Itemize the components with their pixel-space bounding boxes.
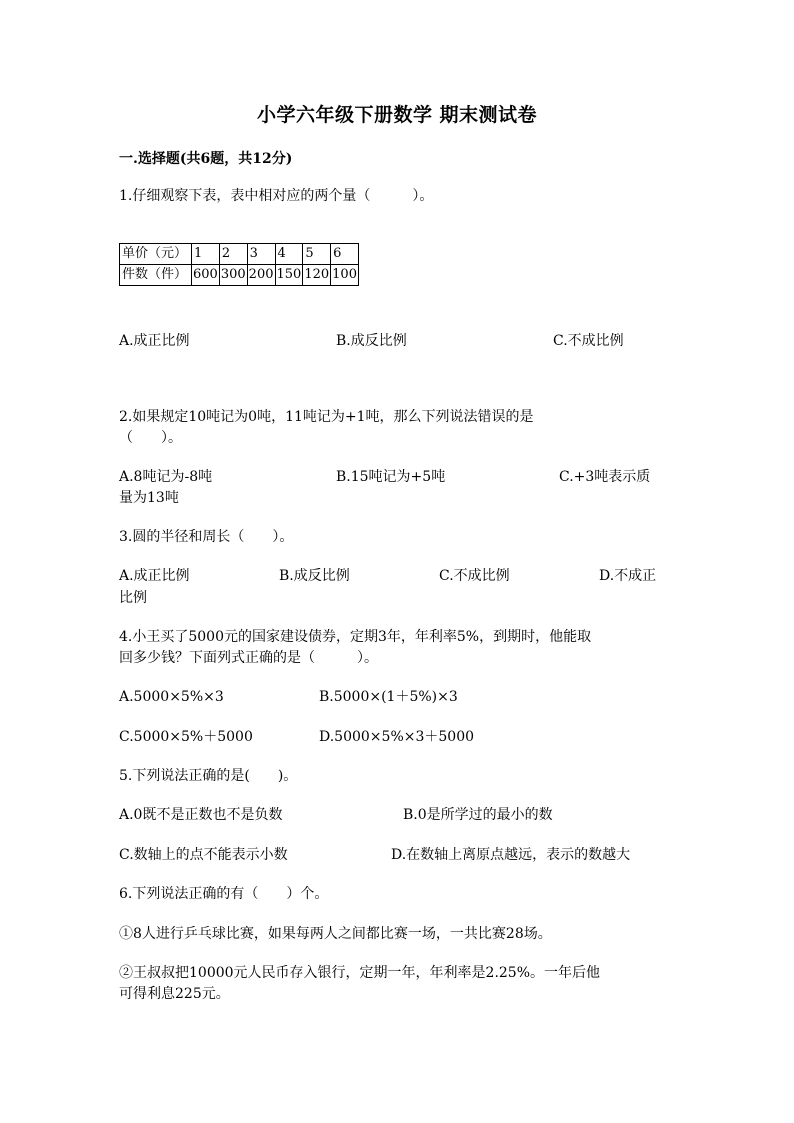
question-2-text-line2: （ ）。 [119,430,182,446]
table-cell: 1 [192,244,220,265]
table-cell: 150 [275,265,303,286]
q4-option-b[interactable]: B.5000×(1＋5%)×3 [319,689,458,705]
table-cell: 5 [303,244,331,265]
q4-option-d[interactable]: D.5000×5%×3＋5000 [319,729,475,745]
question-3-text: 3.圆的半径和周长（ ）。 [119,529,294,545]
q3-option-d-wrap: 比例 [119,590,147,606]
table-cell: 600 [192,265,220,286]
q3-option-c[interactable]: C.不成比例 [439,568,510,584]
table-row [120,244,359,265]
q2-option-b[interactable]: B.15吨记为+5吨 [336,469,446,485]
q5-option-b[interactable]: B.0是所学过的最小的数 [403,807,553,823]
q6-statement-1: ①8人进行乒乓球比赛，如果每两人之间都比赛一场，一共比赛28场。 [119,926,552,942]
table-cell: 3 [247,244,275,265]
question-4-text-line2: 回多少钱？下面列式正确的是（ ）。 [119,650,378,666]
table-row [120,265,359,286]
table-row-label-quantity: 件数（件） [120,265,192,286]
q4-option-c[interactable]: C.5000×5%＋5000 [119,729,253,745]
q4-option-a[interactable]: A.5000×5%×3 [119,689,224,705]
page-title: 小学六年级下册数学 期末测试卷 [256,104,538,126]
question-4-text-line1: 4.小王买了5000元的国家建设债券，定期3年，年利率5%，到期时，他能取 [119,629,592,645]
q1-option-a[interactable]: A.成正比例 [119,333,190,349]
q2-option-c-wrap: 量为13吨 [119,490,179,506]
question-6-text: 6.下列说法正确的有（ ）个。 [119,886,329,902]
table-cell: 4 [275,244,303,265]
q5-option-a[interactable]: A.0既不是正数也不是负数 [119,807,283,823]
table-cell: 300 [219,265,247,286]
q1-option-c[interactable]: C.不成比例 [553,333,624,349]
q1-option-b[interactable]: B.成反比例 [336,333,407,349]
q2-option-c[interactable]: C.+3吨表示质 [559,469,651,485]
q5-option-c[interactable]: C.数轴上的点不能表示小数 [119,847,288,863]
q5-option-d[interactable]: D.在数轴上离原点越远，表示的数越大 [391,847,631,863]
table-row-label-price: 单价（元） [120,244,192,265]
question-2-text-line1: 2.如果规定10吨记为0吨，11吨记为+1吨，那么下列说法错误的是 [119,409,534,425]
q6-statement-2-line1: ②王叔叔把10000元人民币存入银行，定期一年，年利率是2.25%。一年后他 [119,965,601,981]
table-cell: 6 [331,244,359,265]
q2-option-a[interactable]: A.8吨记为-8吨 [119,469,213,485]
section-heading: 一.选择题(共6题，共12分) [119,151,293,167]
q3-option-b[interactable]: B.成反比例 [279,568,350,584]
q3-option-a[interactable]: A.成正比例 [119,568,190,584]
table-cell: 2 [219,244,247,265]
q3-option-d[interactable]: D.不成正 [599,568,657,584]
table-cell: 120 [303,265,331,286]
table-cell: 200 [247,265,275,286]
table-cell: 100 [331,265,359,286]
q6-statement-2-line2: 可得利息225元。 [119,986,230,1002]
price-quantity-table [119,243,359,286]
question-1-text: 1.仔细观察下表，表中相对应的两个量（ ）。 [119,188,434,204]
question-5-text: 5.下列说法正确的是( )。 [119,768,298,784]
